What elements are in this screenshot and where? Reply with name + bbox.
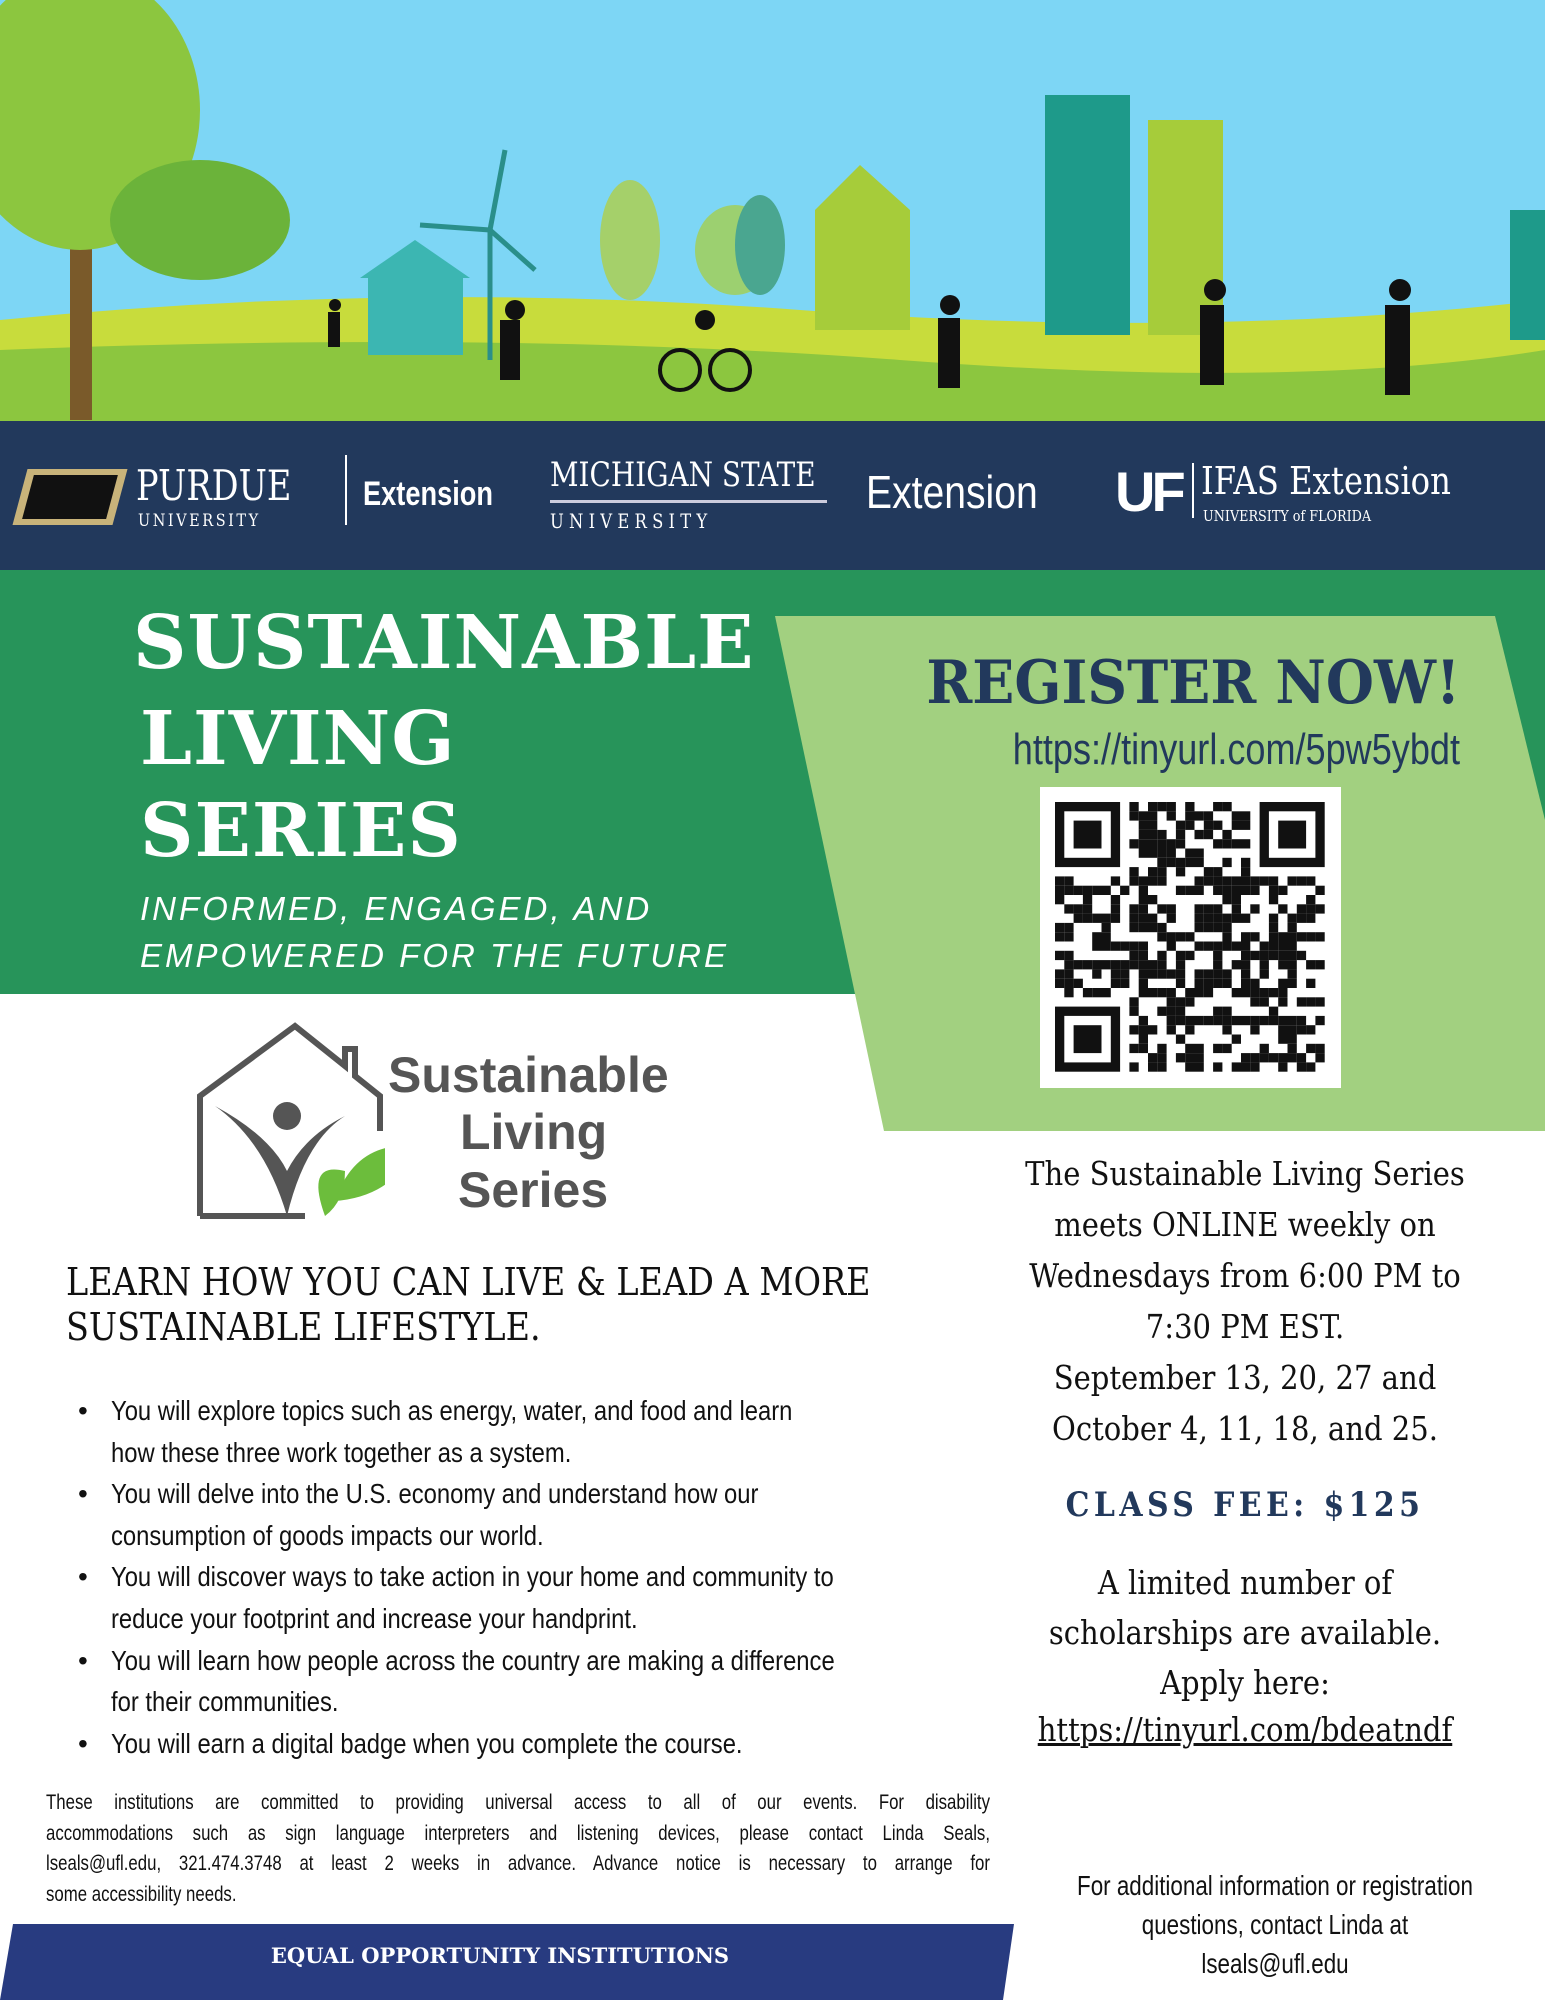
learn-heading-1: LEARN HOW YOU CAN LIVE & LEAD A MORE [66,1260,871,1304]
learn-heading-2: SUSTAINABLE LIFESTYLE. [66,1305,541,1349]
schedule-line: September 13, 20, 27 and [1053,1358,1437,1397]
list-item [80,1556,960,1639]
series-logo-text-2: Living [460,1104,608,1160]
register-url-link[interactable]: https://tinyurl.com/5pw5ybdt [1012,725,1460,774]
msu-name: MICHIGAN STATE [550,455,816,495]
bullet-text: how these three work together as a system. [111,1436,572,1468]
disclaimer-line: some accessibility needs. [46,1882,237,1906]
scholarship-line: Apply here: [1160,1663,1330,1702]
schedule-line: Wednesdays from 6:00 PM to [1029,1256,1461,1295]
title-line-1: SUSTAINABLE [133,600,755,686]
title-line-2: LIVING [140,696,456,782]
contact-line: questions, contact Linda at [1141,1909,1409,1940]
equal-opportunity-label: EQUAL OPPORTUNITY INSTITUTIONS [270,1943,730,1968]
class-fee: CLASS FEE: $125 [1065,1485,1425,1525]
bullet-text: • You will discover ways to take action in your home and community to [111,1561,834,1593]
schedule-line: The Sustainable Living Series [1025,1154,1465,1193]
uf-sub: UNIVERSITY of FLORIDA [1203,507,1372,525]
msu-sub: U N I V E R S I T Y [550,509,708,533]
list-item [80,1390,960,1473]
purdue-extension: Extension [363,475,493,513]
scholarship-url-link[interactable]: https://tinyurl.com/bdeatndf [1037,1710,1453,1749]
schedule-line: meets ONLINE weekly on [1054,1205,1436,1244]
bullet-text: • You will explore topics such as energy, water, and food and learn [111,1395,793,1426]
divider [550,500,827,503]
disclaimer-line: accommodations such as sign language interpreters and listening devices, please contact Linda Seals, [46,1821,990,1845]
schedule-info [960,1148,1530,1454]
schedule-line: 7:30 PM EST. [1145,1307,1345,1346]
purdue-name: PURDUE [136,461,292,510]
list-item [80,1473,960,1556]
register-heading: REGISTER NOW! [926,648,1461,718]
bullet-text: consumption of goods impacts our world. [111,1519,544,1551]
contact-info [1020,1866,1530,1983]
scholarship-line: scholarships are available. [1048,1613,1442,1652]
scholarship-info [960,1558,1530,1708]
disclaimer-line: lseals@ufl.edu, 321.474.3748 at least 2 weeks in advance. Advance notice is necessary to arrange for [46,1852,990,1876]
house-person-leaf-icon [195,1021,385,1221]
msu-logo [550,455,1090,535]
schedule-line: October 4, 11, 18, and 25. [1052,1409,1438,1448]
scholarship-line: A limited number of [1097,1563,1393,1602]
ifas-name: IFAS Extension [1201,459,1451,503]
contact-line: For additional information or registration [1077,1870,1473,1901]
purdue-logo [20,461,493,541]
bullet-text: • You will delve into the U.S. economy and understand how our [111,1478,759,1510]
contact-line[interactable]: lseals@ufl.edu [1201,1948,1349,1979]
bullet-text: • You will learn how people across the country are making a difference [111,1644,835,1676]
uf-ifas-logo [1115,459,1535,539]
series-logo [195,1021,695,1221]
purdue-sub: UNIVERSITY [138,511,261,531]
uf-mark: UF [1115,460,1182,523]
divider [1192,463,1194,518]
disclaimer-line: These institutions are committed to providing universal access to all of our events. For disability [46,1791,990,1814]
qr-code[interactable] [1040,787,1341,1088]
tagline-line-2: EMPOWERED FOR THE FUTURE [140,937,729,974]
series-logo-text-3: Series [458,1162,609,1218]
purdue-p-icon [12,469,127,525]
list-item [80,1640,960,1723]
title-line-3: SERIES [140,788,462,874]
msu-extension: Extension [866,466,1038,518]
series-logo-text-1: Sustainable [388,1047,669,1103]
accessibility-disclaimer [46,1788,990,1910]
bullet-text: • You will earn a digital badge when you complete the course. [111,1727,743,1759]
bullet-text: reduce your footprint and increase your handprint. [111,1602,638,1634]
tagline-line-1: INFORMED, ENGAGED, AND [140,890,653,927]
list-item [80,1723,960,1765]
benefits-list [80,1390,960,1764]
bullet-text: for their communities. [111,1686,339,1718]
partner-logos-band [0,421,1545,570]
divider [345,455,347,525]
community-illustration-banner [0,0,1545,421]
